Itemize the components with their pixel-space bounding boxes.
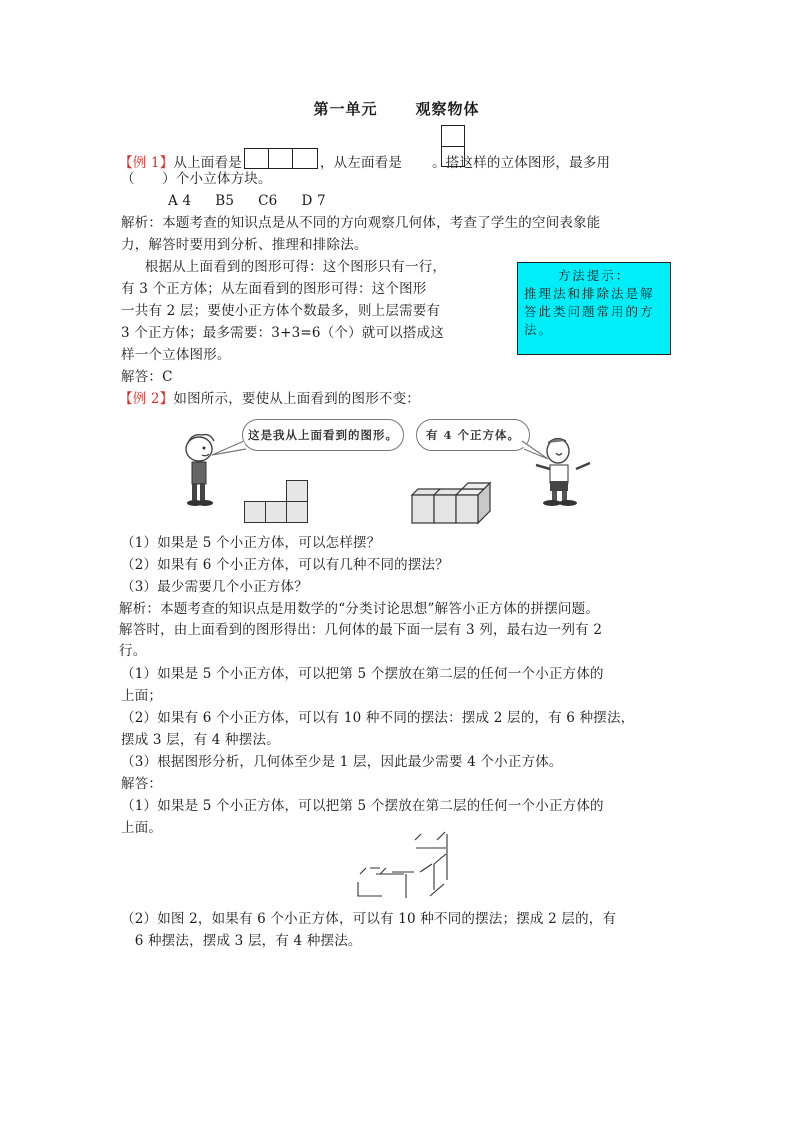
example2-answer: 上面。 (121, 820, 163, 836)
tip-line: 推理法和排除法是解 (524, 286, 655, 301)
top-view-square (286, 501, 308, 523)
example1-analysis: 解析：本题考查的知识点是从不同的方向观察几何体，考查了学生的空间表象能 (121, 215, 601, 231)
example2-analysis: （1）如果是 5 个小正方体，可以把第 5 个摆放在第二层的任何一个小正方体的 (121, 666, 604, 682)
method-tip-box (517, 262, 671, 355)
example2-question: （1）如果是 5 个小正方体，可以怎样摆？ (121, 535, 381, 551)
top-view-square (244, 501, 266, 523)
option-a: A 4 (168, 193, 192, 209)
example2-answer-label: 解答： (121, 776, 163, 792)
tip-line: 答此类问题常用的方 (524, 304, 655, 319)
example2-label: 【例 2】 (119, 391, 174, 407)
example2-analysis: 解析：本题考查的知识点是用数学的“分类讨论思想”解答小正方体的拼摆问题。 (119, 601, 600, 617)
example1-body: 样一个立体图形。 (121, 347, 231, 363)
example1-question-line2: （ ）个小立体方块。 (121, 171, 272, 187)
option-c: C6 (258, 193, 278, 209)
question-text: 。搭这样的立体图形，最多用 (432, 155, 611, 171)
option-b: B5 (215, 193, 235, 209)
page-title (0, 98, 793, 119)
question-text: 从上面看是 (173, 155, 242, 171)
example1-body: 一共有 2 层；要使小正方体个数最多，则上层需要有 (121, 303, 441, 319)
example2-illustration (170, 415, 620, 530)
speech-bubble-right: 有 4 个正方体。 (416, 419, 530, 451)
intro-text: 如图所示，要使从上面看到的图形不变： (173, 391, 420, 407)
example2-analysis: （3）根据图形分析，几何体至少是 1 层，因此最少需要 4 个小正方体。 (121, 754, 563, 770)
bubble-tail-left-icon (210, 439, 250, 459)
example1-answer: 解答：C (121, 369, 173, 385)
example1-body: 根据从上面看到的图形可得：这个图形只有一行， (131, 259, 447, 275)
cube-sketch-figure-icon (352, 830, 452, 898)
example2-answer2: （2）如图 2，如果有 6 个小正方体，可以有 10 种不同的摆法；摆成 2 层的，有 (121, 911, 617, 927)
example1-body: 有 3 个正方体；从左面看到的图形可得：这个图形 (121, 281, 427, 297)
example2-answer2: 6 种摆法，摆成 3 层，有 4 种摆法。 (121, 933, 362, 949)
example2-analysis: 解答时，由上面看到的图形得出：几何体的最下面一层有 3 列，最右边一列有 2 (119, 622, 603, 638)
cube-structure-icon (410, 479, 500, 527)
example2-analysis: 摆成 3 层，有 4 种摆法。 (121, 732, 280, 748)
top-view-figure (244, 148, 318, 169)
example1-label: 【例 1】 (119, 155, 174, 171)
example2-answer: （1）如果是 5 个小正方体，可以把第 5 个摆放在第二层的任何一个小正方体的 (121, 798, 604, 814)
option-d: D 7 (301, 193, 326, 209)
unit-label: 第一单元 (313, 100, 378, 118)
tip-line: 法。 (524, 322, 554, 337)
example1-options (168, 192, 326, 210)
boy-right-icon (532, 437, 594, 509)
top-view-square (286, 480, 308, 502)
example2-analysis: 行。 (119, 643, 147, 659)
unit-topic: 观察物体 (415, 100, 480, 118)
example2-question: （3）最少需要几个小正方体？ (121, 579, 308, 595)
example1-body: 3 个正方体；最多需要：3+3=6（个）就可以搭成这 (121, 325, 444, 341)
example2-analysis: 上面； (121, 688, 163, 704)
example2-analysis: （2）如果有 6 个小正方体，可以有 10 种不同的摆法：摆成 2 层的，有 6 种摆法， (121, 710, 635, 726)
example1-question (119, 148, 610, 172)
tip-heading: 方法提示： (557, 268, 631, 283)
speech-bubble-left: 这是我从上面看到的图形。 (242, 419, 404, 451)
left-view-figure (441, 125, 465, 167)
example1-analysis: 力，解答时要用到分析、推理和排除法。 (121, 237, 368, 253)
example2-intro (119, 390, 420, 408)
example2-question: （2）如果有 6 个小正方体，可以有几种不同的摆法？ (121, 557, 449, 573)
question-text: ，从左面看是 (319, 155, 403, 171)
top-view-square (265, 501, 287, 523)
